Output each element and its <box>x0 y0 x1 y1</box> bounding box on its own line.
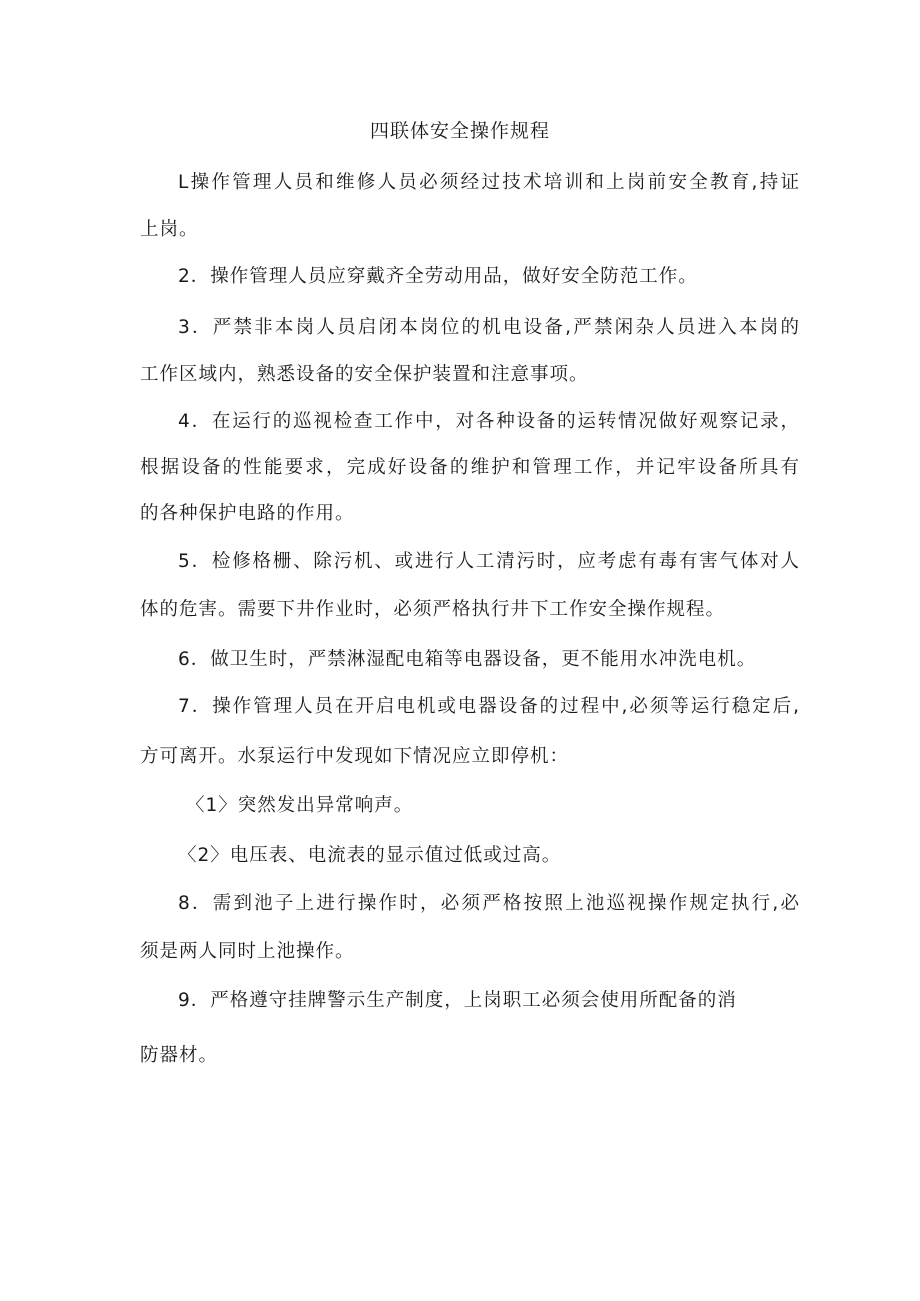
item-7-line-1: 7．操作管理人员在开启电机或电器设备的过程中,必须等运行稳定后, <box>178 696 800 717</box>
item-1-line-2: 上岗。 <box>140 219 199 240</box>
item-6-line-1: 6．做卫生时，严禁淋湿配电箱等电器设备，更不能用水冲洗电机。 <box>178 649 757 670</box>
item-7-line-2: 方可离开。水泵运行中发现如下情况应立即停机： <box>140 746 570 767</box>
item-7-sub-2: 〈2〉电压表、电流表的显示值过低或过高。 <box>178 845 562 866</box>
item-8-line-2: 须是两人同时上池操作。 <box>140 941 355 962</box>
document-title: 四联体安全操作规程 <box>369 120 550 142</box>
item-8-line-1: 8．需到池子上进行操作时，必须严格按照上池巡视操作规定执行,必 <box>178 893 800 914</box>
item-7-sub-1: 〈1〉突然发出异常响声。 <box>186 795 414 816</box>
item-9-line-2: 防器材。 <box>140 1045 219 1066</box>
item-9-line-1: 9．严格遵守挂牌警示生产制度，上岗职工必须会使用所配备的消 <box>178 990 737 1011</box>
item-4-line-2: 根据设备的性能要求，完成好设备的维护和管理工作，并记牢设备所具有 <box>140 457 800 478</box>
item-3-line-2: 工作区域内，熟悉设备的安全保护装置和注意事项。 <box>140 364 589 385</box>
item-2-line-1: 2．操作管理人员应穿戴齐全劳动用品，做好安全防范工作。 <box>178 266 698 287</box>
item-4-line-1: 4．在运行的巡视检查工作中，对各种设备的运转情况做好观察记录， <box>178 411 800 432</box>
item-4-line-3: 的各种保护电路的作用。 <box>140 503 355 524</box>
item-5-line-2: 体的危害。需要下井作业时，必须严格执行井下工作安全操作规程。 <box>140 599 726 620</box>
item-3-line-1: 3．严禁非本岗人员启闭本岗位的机电设备,严禁闲杂人员进入本岗的 <box>178 317 800 338</box>
item-5-line-1: 5．检修格栅、除污机、或进行人工清污时，应考虑有毒有害气体对人 <box>178 551 800 572</box>
item-1-line-1: L操作管理人员和维修人员必须经过技术培训和上岗前安全教育,持证 <box>178 172 800 193</box>
